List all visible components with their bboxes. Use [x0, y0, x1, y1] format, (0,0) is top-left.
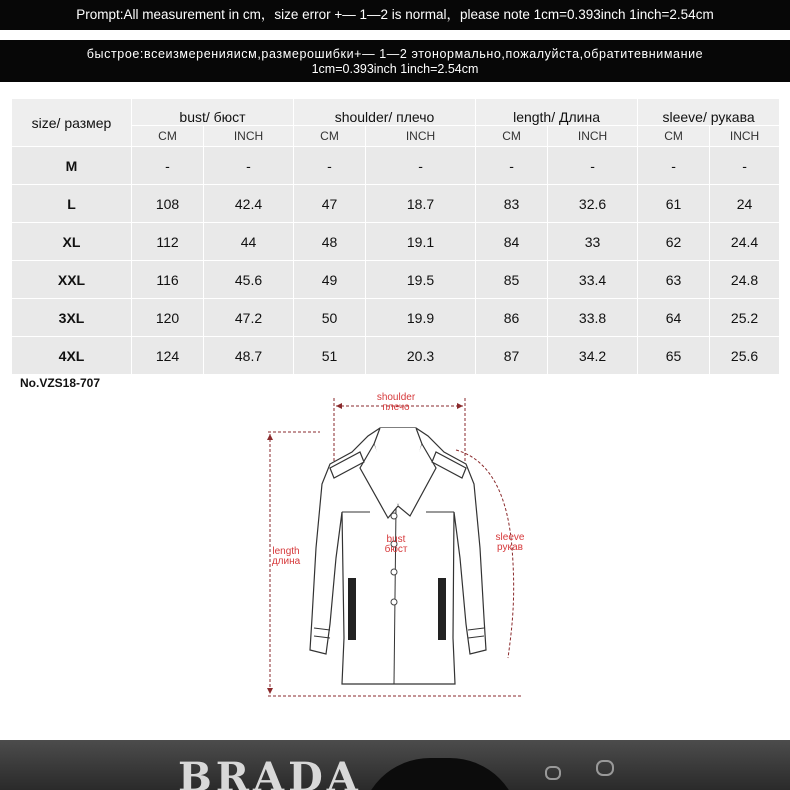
table-cell: 24.8	[710, 261, 780, 299]
coat-measurement-diagram	[260, 388, 530, 708]
table-cell: -	[638, 147, 710, 185]
table-cell: -	[132, 147, 204, 185]
photo-backdrop-text: BRADA	[178, 754, 362, 790]
table-cell: 32.6	[548, 185, 638, 223]
table-cell: 34.2	[548, 337, 638, 375]
table-cell: 65	[638, 337, 710, 375]
sleeve-header: sleeve/ рукава	[638, 99, 780, 126]
unit-cm: CM	[638, 126, 710, 147]
table-cell: 19.9	[366, 299, 476, 337]
bust-header: bust/ бюст	[132, 99, 294, 126]
table-cell: 86	[476, 299, 548, 337]
table-cell: 25.2	[710, 299, 780, 337]
measurement-note-en	[0, 0, 790, 30]
table-cell: 51	[294, 337, 366, 375]
table-cell: 48.7	[204, 337, 294, 375]
model-head	[360, 758, 520, 790]
bust-label-ru: бюст	[384, 544, 408, 555]
measurement-note-ru-line1: быстрое:всеизмеренияисм,размерошибки+— 1—2 этонормально,пожалуйста,обратитевнимание	[86, 47, 704, 61]
table-cell: 50	[294, 299, 366, 337]
lamp-icon	[596, 760, 614, 776]
unit-cm: CM	[294, 126, 366, 147]
table-cell: 33.8	[548, 299, 638, 337]
unit-inch: INCH	[366, 126, 476, 147]
size-label: XXL	[12, 261, 132, 299]
shoulder-label-ru: плечо	[382, 402, 410, 413]
table-cell: 20.3	[366, 337, 476, 375]
size-column-header: size/ размер	[12, 99, 132, 147]
unit-inch: INCH	[548, 126, 638, 147]
size-label: 3XL	[12, 299, 132, 337]
table-cell: 61	[638, 185, 710, 223]
size-label: XL	[12, 223, 132, 261]
measurement-note-en-text: Prompt:All measurement in cm，size error +— 1—2 is normal，please note 1cm=0.393inch 1inch=2.54cm	[76, 7, 714, 22]
table-cell: 19.5	[366, 261, 476, 299]
table-cell: 84	[476, 223, 548, 261]
table-cell: 47	[294, 185, 366, 223]
bust-label-en: bust	[386, 534, 406, 545]
unit-inch: INCH	[710, 126, 780, 147]
table-cell: 49	[294, 261, 366, 299]
table-cell: 25.6	[710, 337, 780, 375]
shoulder-header: shoulder/ плечо	[294, 99, 476, 126]
table-cell: 87	[476, 337, 548, 375]
table-cell: 124	[132, 337, 204, 375]
model-photo	[0, 740, 790, 790]
table-cell: 85	[476, 261, 548, 299]
table-cell: 108	[132, 185, 204, 223]
table-cell: 62	[638, 223, 710, 261]
table-cell: -	[294, 147, 366, 185]
shoulder-label-en: shoulder	[376, 392, 416, 403]
table-cell: 42.4	[204, 185, 294, 223]
length-header: length/ Длина	[476, 99, 638, 126]
table-row	[12, 185, 780, 223]
table-cell: 47.2	[204, 299, 294, 337]
table-cell: 112	[132, 223, 204, 261]
table-cell: 116	[132, 261, 204, 299]
unit-cm: CM	[132, 126, 204, 147]
coat-outline	[310, 428, 486, 684]
table-cell: 24.4	[710, 223, 780, 261]
size-label: M	[12, 147, 132, 185]
table-cell: 83	[476, 185, 548, 223]
table-row	[12, 261, 780, 299]
table-cell: 120	[132, 299, 204, 337]
measurement-note-ru-line2: 1cm=0.393inch 1inch=2.54cm	[311, 62, 479, 76]
sleeve-label-en: sleeve	[495, 532, 525, 543]
table-cell: -	[366, 147, 476, 185]
length-label-ru: длина	[271, 556, 301, 567]
table-cell: 63	[638, 261, 710, 299]
table-row	[12, 299, 780, 337]
table-cell: -	[476, 147, 548, 185]
table-cell: 45.6	[204, 261, 294, 299]
model-number: No.VZS18-707	[20, 376, 101, 390]
table-row	[12, 337, 780, 375]
unit-inch: INCH	[204, 126, 294, 147]
size-label: L	[12, 185, 132, 223]
table-cell: 33.4	[548, 261, 638, 299]
lamp-icon	[545, 766, 561, 780]
size-label: 4XL	[12, 337, 132, 375]
table-cell: -	[548, 147, 638, 185]
table-cell: 33	[548, 223, 638, 261]
table-cell: -	[204, 147, 294, 185]
sleeve-label-ru: рукав	[497, 542, 523, 553]
table-cell: 18.7	[366, 185, 476, 223]
table-cell: 64	[638, 299, 710, 337]
table-cell: 44	[204, 223, 294, 261]
table-cell: 19.1	[366, 223, 476, 261]
table-row	[12, 223, 780, 261]
table-cell: -	[710, 147, 780, 185]
size-chart-table	[11, 98, 780, 375]
length-label-en: length	[272, 546, 300, 557]
table-cell: 48	[294, 223, 366, 261]
measurement-note-ru	[0, 40, 790, 82]
table-row	[12, 147, 780, 185]
table-cell: 24	[710, 185, 780, 223]
unit-cm: CM	[476, 126, 548, 147]
